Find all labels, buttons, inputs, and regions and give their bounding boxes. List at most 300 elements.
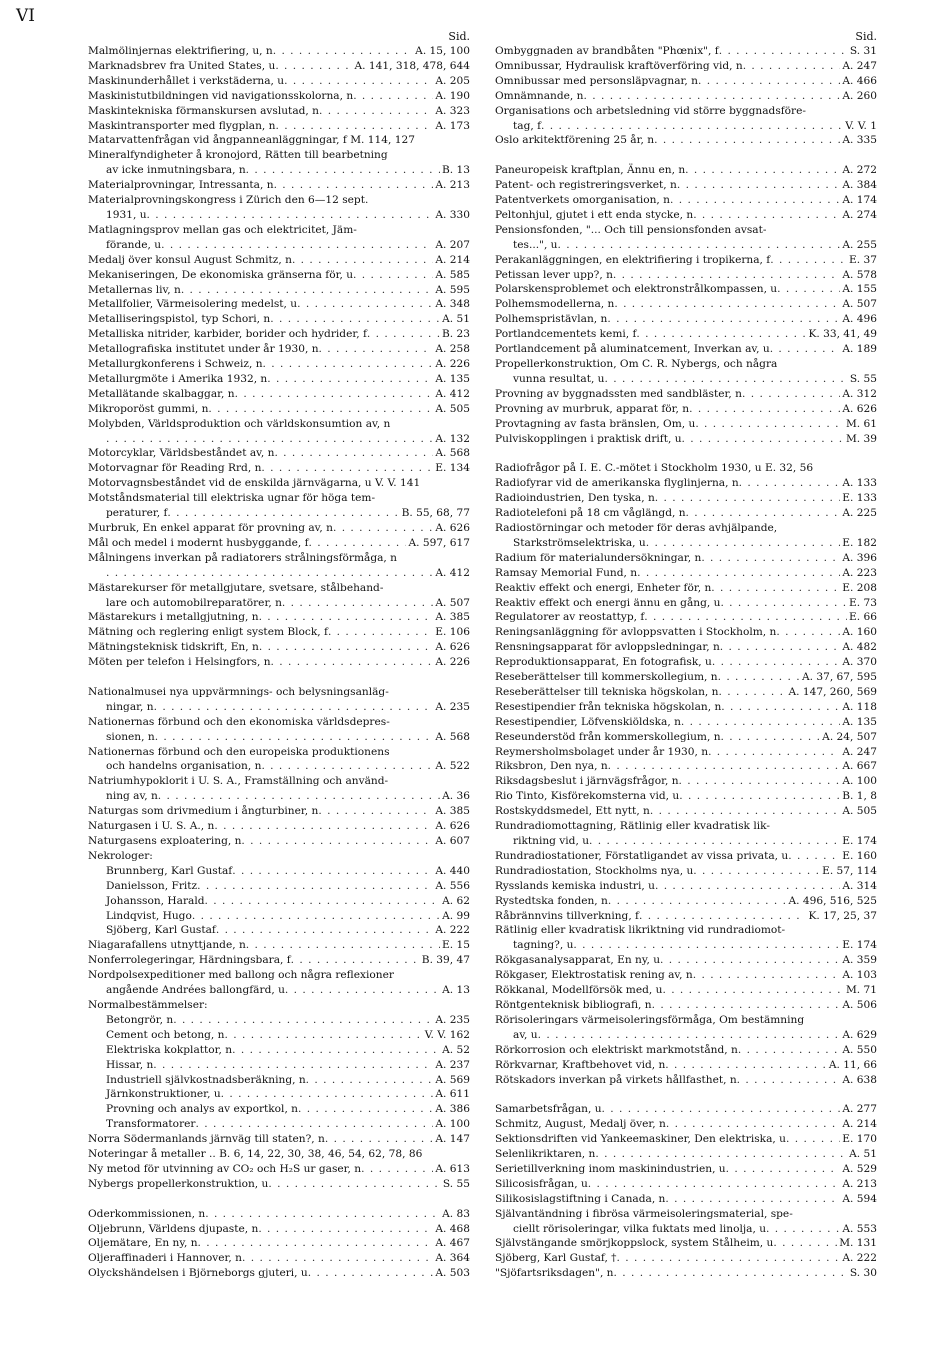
index-entry (88, 1147, 470, 1162)
dot-leader (679, 789, 840, 804)
entry-title: Motorvagnsbeståndet vid de enskilda järnvägarna, u V. V. 141 (88, 477, 421, 490)
index-entry (88, 879, 470, 894)
entry-title: Radiostörningar och metoder för deras avhjälpande, (495, 521, 778, 534)
entry-title: Röntgenteknisk bibliografi, n (495, 998, 652, 1011)
index-entry (495, 789, 877, 804)
entry-line (495, 1028, 877, 1043)
entry-line (495, 581, 877, 596)
entry-line (495, 461, 877, 476)
entry-title: Reproduktionsapparat, En fotografisk, u (495, 656, 712, 669)
page-reference: A. 260 (842, 89, 877, 102)
entry-line (495, 596, 877, 611)
page-reference: S. 55 (849, 372, 877, 385)
index-entry (495, 566, 877, 581)
page-reference: A. 103 (842, 969, 877, 982)
entry-title: tagning?, u (513, 939, 574, 952)
entry-title: sionen, n (106, 730, 155, 743)
entry-title: Pensionsfonden, "... Och till pensionsfonden avsat- (495, 223, 767, 236)
entry-title: Rötskadors inverkan på virkets hållfasthet, n (495, 1073, 737, 1086)
page-reference: A. 214 (842, 1118, 877, 1131)
page-reference: B. 1, 8 (842, 790, 877, 803)
entry-line (495, 1147, 877, 1162)
index-entry (495, 193, 877, 208)
index-entry (88, 640, 470, 655)
dot-leader (681, 715, 840, 730)
dot-leader (662, 983, 843, 998)
entry-title: Maskinunderhållet i verkstäderna, u (88, 74, 285, 87)
dot-leader (205, 894, 441, 909)
index-entry (88, 804, 470, 819)
entry-line (88, 312, 470, 327)
index-entry (88, 1177, 470, 1192)
dot-leader (682, 432, 844, 447)
dot-leader (273, 44, 413, 59)
entry-title: Reaktiv effekt och energi ännu en gång, u (495, 596, 721, 609)
entry-title: Nationalmusei nya uppvärmnings- och belysningsanläg- (88, 685, 389, 698)
entry-title: Hissar, n (106, 1058, 154, 1071)
page-reference: A. 132 (435, 432, 470, 445)
index-entry (495, 1207, 877, 1237)
index-entry (495, 804, 877, 819)
entry-line (495, 268, 877, 283)
index-entry (88, 1102, 470, 1117)
dot-leader (198, 1236, 434, 1251)
index-entry (88, 223, 470, 253)
entry-line (495, 894, 877, 909)
index-entry (88, 297, 470, 312)
entry-line (88, 700, 470, 715)
index-entry (495, 1058, 877, 1073)
index-entry (88, 372, 470, 387)
page-reference: A. 348 (435, 298, 470, 311)
entry-line (88, 208, 470, 223)
entry-title: Reseberättelser till kommerskollegium, n (495, 671, 718, 684)
index-entry (88, 1266, 470, 1281)
index-entry (495, 327, 877, 342)
entry-title: Reseberättelser till tekniska högskolan, n (495, 685, 719, 698)
entry-line (495, 938, 877, 953)
dot-leader (701, 551, 840, 566)
entry-line (495, 208, 877, 223)
entry-title: Rio Tinto, Kisförekomsterna vid, u (495, 790, 680, 803)
entry-line (88, 998, 470, 1013)
entry-title: Självstängande smörjkoppslock, system Stålheim, u (495, 1237, 774, 1250)
entry-title: Rundradiostationer, Förstatligandet av vissa privata, u (495, 849, 789, 862)
entry-title: Radiofyrar vid de amerikanska flyglinjerna, n (495, 477, 739, 490)
entry-line (88, 119, 470, 134)
index-entry (495, 1117, 877, 1132)
dot-leader (298, 1102, 433, 1117)
entry-title: Malmölinjernas elektrifiering, u, n (88, 45, 273, 57)
index-entry (88, 476, 470, 491)
entry-line (495, 297, 877, 312)
page-reference: A. 235 (435, 700, 470, 713)
entry-title: Rörisoleringars värmeisoleringsförmåga, Om bestämning (495, 1013, 805, 1026)
page-reference: A. 141, 318, 478, 644 (354, 59, 470, 72)
entry-line (495, 715, 877, 730)
page-reference: A. 607 (435, 835, 470, 848)
dot-leader (214, 819, 433, 834)
dot-leader (353, 89, 433, 104)
entry-title: Maskinistutbildningen vid navigationsskolorna, n (88, 89, 354, 102)
page-reference: A. 247 (842, 59, 877, 72)
index-entry (495, 909, 877, 924)
page-reference: A. 226 (435, 358, 470, 371)
page-reference: A. 568 (435, 730, 470, 743)
entry-title: Organisations och arbetsledning vid större byggnadsföre- (495, 104, 806, 117)
entry-line (495, 1073, 877, 1088)
entry-line (495, 640, 877, 655)
entry-line (495, 1207, 877, 1222)
page-reference: E. 134 (435, 462, 470, 475)
index-entry (88, 968, 470, 998)
dot-leader (693, 968, 841, 983)
page-reference: A. 222 (842, 1252, 877, 1265)
index-entry (495, 491, 877, 506)
entry-line (495, 59, 877, 74)
entry-line (495, 864, 877, 879)
entry-title: Mineralfyndigheter å kronojord, Rätten till bearbetning (88, 149, 388, 162)
index-entry (88, 417, 470, 447)
entry-title: tag, f (513, 119, 542, 132)
entry-line (495, 625, 877, 640)
entry-title: Omnibussar med personsläpvagnar, n (495, 74, 698, 87)
index-entry (495, 1177, 877, 1192)
entry-title: Naturgasens exploatering, n (88, 835, 242, 848)
page-reference: A. 277 (842, 1103, 877, 1116)
entry-title: Resestipendier, Löfvenskiöldska, n (495, 715, 681, 728)
page-reference: A. 135 (435, 372, 470, 385)
dot-leader (147, 208, 434, 223)
dot-leader (589, 834, 840, 849)
page-reference: B. 39, 47 (421, 954, 470, 967)
entry-title: Polarskensproblemet och elektronstrålkompassen, u (495, 283, 778, 296)
entry-line (495, 402, 877, 417)
dot-leader (654, 133, 840, 148)
page-reference: M. 39 (845, 432, 877, 445)
entry-line (495, 998, 877, 1013)
page-reference: A. 205 (435, 74, 470, 87)
entry-line (495, 1222, 877, 1237)
dot-leader (192, 909, 440, 924)
index-entry (88, 1028, 470, 1043)
dot-leader (367, 327, 440, 342)
index-entry (495, 685, 877, 700)
entry-line (88, 1073, 470, 1088)
page-reference: A. 386 (435, 1103, 470, 1116)
page-reference: A. 24, 507 (822, 730, 877, 743)
index-entry (495, 715, 877, 730)
dot-leader (711, 581, 840, 596)
page-reference: A. 223 (842, 566, 877, 579)
entry-title: Rökkanal, Modellförsök med, u (495, 984, 663, 997)
entry-line (495, 1117, 877, 1132)
page-reference: A. 323 (435, 104, 470, 117)
dot-leader (608, 759, 841, 774)
dot-leader (636, 327, 806, 342)
entry-line (88, 879, 470, 894)
index-entry (88, 312, 470, 327)
index-entry (495, 700, 877, 715)
page-reference: A. 235 (435, 1013, 470, 1026)
entry-title: Mästarekurs i metallgjutning, n (88, 611, 259, 624)
entry-title: Rökgaser, Elektrostatisk rening av, n (495, 969, 693, 982)
dot-leader (639, 909, 806, 924)
entry-title: Betongrör, n (106, 1013, 174, 1026)
entry-line (88, 968, 470, 983)
page-reference: A. 396 (842, 551, 877, 564)
index-entry (495, 596, 877, 611)
dot-leader (155, 730, 434, 745)
entry-line (88, 909, 470, 924)
entry-title: Nordpolsexpeditioner med ballong och några reflexioner (88, 969, 394, 982)
dot-leader (263, 357, 434, 372)
entry-line (88, 640, 470, 655)
index-entry (88, 283, 470, 298)
page-reference: A. 553 (842, 1222, 877, 1235)
page-reference: A. 52 (442, 1043, 470, 1056)
entry-line (88, 774, 470, 789)
entry-title: Propellerkonstruktion, Om C. R. Nybergs, och några (495, 358, 778, 371)
entry-line (88, 789, 470, 804)
index-entry (495, 640, 877, 655)
page-reference: A. 258 (435, 343, 470, 356)
entry-line (88, 834, 470, 849)
entry-line (88, 983, 470, 998)
entry-title: Murbruk, En enkel apparat för provning av, n (88, 522, 333, 534)
page-reference: A. 613 (435, 1162, 470, 1175)
entry-line (495, 1058, 877, 1073)
index-entry (495, 89, 877, 104)
entry-line (495, 372, 877, 387)
index-entry (88, 953, 470, 968)
entry-title: angående Andrées ballongfärd, u (106, 984, 285, 997)
page-reference: A. 467 (435, 1237, 470, 1250)
dot-leader (686, 506, 841, 521)
page-reference: E. 66 (849, 611, 877, 624)
entry-title: Natriumhypoklorit i U. S. A., Framställning och använd- (88, 775, 389, 788)
page-reference: B. 55, 68, 77 (401, 507, 470, 520)
page-reference: A. 507 (435, 596, 470, 609)
dot-leader (333, 521, 433, 536)
dot-leader (106, 432, 433, 447)
page-reference: A. 412 (435, 566, 470, 579)
entry-line (495, 387, 877, 402)
page-reference: A. 611 (435, 1088, 470, 1101)
entry-line (88, 521, 470, 536)
page-reference: E. 170 (842, 1133, 877, 1146)
page-reference: A. 51 (442, 313, 470, 326)
page-reference: A. 62 (442, 894, 470, 907)
entry-title: Norra Södermanlands järnväg till staten?, n (88, 1133, 325, 1146)
entry-title: Industriell självkostnadsberäkning, n (106, 1073, 306, 1086)
page-reference: A. 466 (842, 74, 877, 87)
page-reference: A. 506 (842, 998, 877, 1011)
index-entry (495, 417, 877, 432)
entry-line (88, 238, 470, 253)
dot-leader (677, 178, 841, 193)
dot-leader (259, 610, 434, 625)
entry-line (88, 1102, 470, 1117)
entry-line (495, 968, 877, 983)
entry-title: Serietillverkning inom maskinindustrien, u (495, 1162, 726, 1175)
index-entry (495, 1043, 877, 1058)
entry-title: Mätning och reglering enligt system Block, f (88, 626, 328, 639)
page-reference: A. 626 (435, 641, 470, 654)
entry-title: Patentverkets omorganisation, n (495, 194, 670, 207)
entry-line (88, 1236, 470, 1251)
entry-title: Silikosislagstiftning i Canada, n (495, 1192, 666, 1205)
entry-title: Medalj över konsul August Schmitz, n (88, 253, 292, 266)
dot-leader (660, 953, 840, 968)
dot-leader (259, 640, 434, 655)
entry-title: Metallernas liv, n (88, 283, 181, 296)
page-reference: A. 507 (842, 298, 877, 311)
entry-title: Normalbestämmelser: (88, 998, 208, 1011)
dot-leader (739, 476, 841, 491)
entry-line (88, 1266, 470, 1281)
entry-title: Rätlinig eller kvadratisk likriktning vid rundradiomot- (495, 924, 786, 937)
dot-leader (353, 268, 433, 283)
index-entry (495, 1102, 877, 1117)
index-entry (88, 387, 470, 402)
dot-leader (777, 282, 840, 297)
dot-leader (319, 342, 434, 357)
page-reference: A. 147 (435, 1133, 470, 1146)
entry-title: Materialprovningskongress i Zürich den 6—12 sept. (88, 194, 369, 207)
entry-line (88, 417, 470, 432)
page-reference: M. 61 (845, 417, 877, 430)
dot-leader (309, 536, 407, 551)
page-reference: V. V. 162 (424, 1028, 470, 1041)
page-reference: A. 190 (435, 89, 470, 102)
entry-title: Provning av byggnadssten med sandbläster, n (495, 387, 742, 400)
index-entry (495, 1147, 877, 1162)
sid-heading: Sid. (855, 30, 877, 43)
dot-leader (742, 387, 840, 402)
dot-leader (538, 1028, 841, 1043)
page-reference: A. 247 (842, 745, 877, 758)
entry-title: "Sjöfartsriksdagen", n (495, 1267, 614, 1280)
entry-line (495, 491, 877, 506)
dot-leader (665, 1058, 827, 1073)
entry-title: Maskintekniska förmanskursen avslutad, n (88, 104, 319, 117)
index-entry (88, 1236, 470, 1251)
dot-leader (655, 491, 841, 506)
index-column-right (495, 30, 877, 1281)
entry-title: Metalliseringspistol, typ Schori, n (88, 313, 271, 326)
entry-title: Radium för materialundersökningar, n (495, 551, 702, 564)
page-reference: E. 15 (442, 939, 470, 952)
entry-title: Regulatorer av reostattyp, f (495, 611, 645, 624)
page-reference: E. 73 (849, 596, 877, 609)
entry-line (495, 327, 877, 342)
index-entry (495, 774, 877, 789)
dot-leader (246, 163, 440, 178)
page-reference: A. 585 (435, 268, 470, 281)
index-entry (88, 819, 470, 834)
dot-leader (786, 1132, 840, 1147)
index-entry (88, 610, 470, 625)
entry-line (495, 1236, 877, 1251)
entry-line (88, 59, 470, 74)
entry-title: Silicosisfrågan, u (495, 1177, 588, 1190)
page-reference: A. 626 (435, 522, 470, 534)
entry-title: Paneuropeisk kraftplan, Ännu en, n (495, 164, 686, 177)
dot-leader (241, 834, 433, 849)
entry-line (88, 1222, 470, 1237)
entry-title: tes...", u (513, 238, 558, 251)
entry-title: av icke inmutningsbara, n (106, 164, 246, 177)
index-entry (88, 178, 470, 193)
entry-line (88, 938, 470, 953)
entry-line (88, 163, 470, 178)
entry-line (495, 923, 877, 938)
index-entry (88, 715, 470, 745)
entry-title: Motorvagnar för Reading Rrd, n (88, 462, 262, 475)
dot-leader (319, 104, 433, 119)
index-entry (495, 551, 877, 566)
dot-leader (646, 536, 841, 551)
index-entry (88, 1058, 470, 1073)
index-entry (495, 581, 877, 596)
entry-title: Rörkvarnar, Kraftbehovet vid, n (495, 1058, 666, 1071)
dot-leader (205, 1207, 440, 1222)
entry-line (88, 89, 470, 104)
entry-title: Radiofrågor på I. E. C.-mötet i Stockholm 1930, u E. 32, 56 (495, 462, 814, 475)
index-entry (495, 432, 877, 447)
entry-title: Transformatorer (106, 1118, 196, 1131)
dot-leader (698, 74, 840, 89)
dot-leader (328, 625, 433, 640)
dot-leader (308, 1266, 434, 1281)
page-reference: A. 37, 67, 595 (801, 671, 877, 684)
entry-title: Rundradiostation, Stockholms nya, u (495, 864, 694, 877)
entry-line (88, 148, 470, 163)
page-reference: A. 83 (442, 1207, 470, 1220)
page-reference: A. 556 (435, 879, 470, 892)
left-entries (88, 44, 470, 1281)
index-entry (495, 521, 877, 551)
index-entry (88, 849, 470, 864)
dot-leader (743, 59, 841, 74)
dot-leader (766, 1222, 840, 1237)
page-reference: A. 189 (842, 343, 877, 356)
index-entry (88, 104, 470, 119)
dot-leader (285, 983, 440, 998)
entry-title: Starkströmselektriska, u (513, 536, 646, 549)
index-entry (495, 387, 877, 402)
entry-title: Portlandcementets kemi, f (495, 328, 637, 341)
entry-title: Reningsanläggning för avloppsvatten i Stockholm, n (495, 626, 777, 639)
entry-line (88, 1207, 470, 1222)
page-reference: A. 496, 516, 525 (788, 894, 877, 907)
dot-leader (197, 879, 433, 894)
entry-line (88, 819, 470, 834)
page-reference: A. 118 (842, 700, 877, 713)
dot-leader (325, 1132, 434, 1147)
index-entry (88, 133, 470, 148)
dot-leader (274, 446, 433, 461)
page-reference: E. 106 (435, 626, 470, 639)
entry-line (495, 730, 877, 745)
index-entry (88, 74, 470, 89)
page-reference: A. 629 (842, 1028, 877, 1041)
index-entry (88, 625, 470, 640)
page-reference: A. 440 (435, 864, 470, 877)
entry-title: Oljeraffinaderi i Hannover, n (88, 1252, 242, 1265)
sid-heading: Sid. (448, 30, 470, 43)
